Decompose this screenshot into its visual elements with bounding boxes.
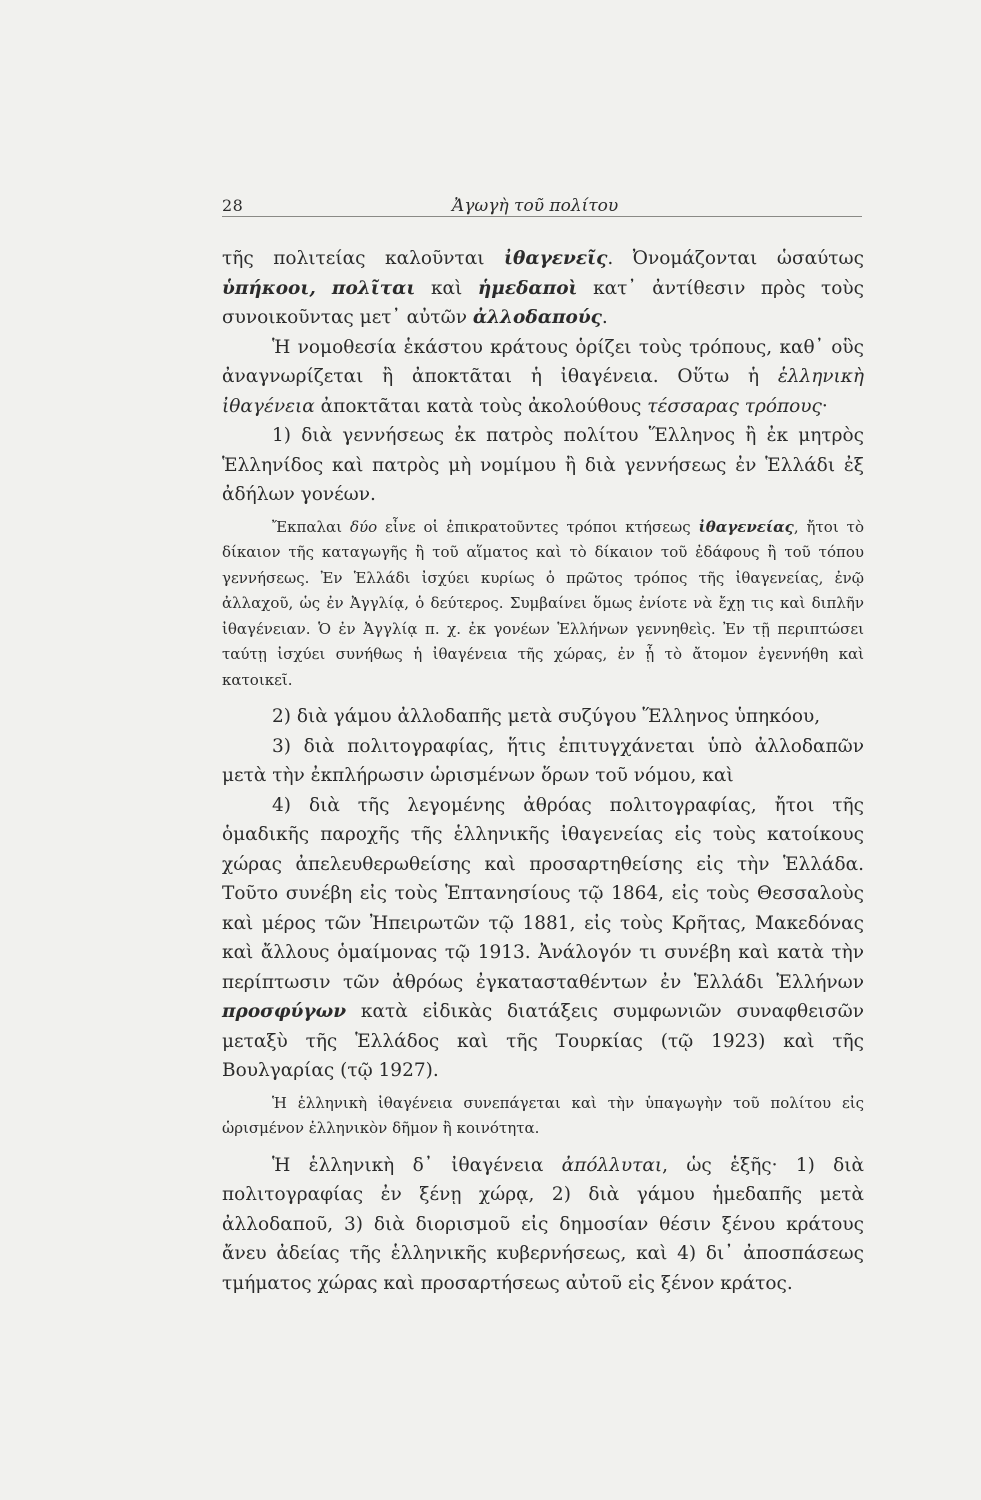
running-title: Ἀγωγὴ τοῦ πολίτου xyxy=(452,196,619,216)
text-run: . xyxy=(601,307,608,328)
term-ithageneias: ἰθαγενείας xyxy=(698,517,794,536)
term-allodapous: ἀλλοδαπούς xyxy=(472,307,602,328)
text-run: · xyxy=(821,395,828,417)
page-number: 28 xyxy=(222,196,244,215)
list-item-4-mass-naturalization xyxy=(222,791,864,1086)
text-run: , ἤτοι τὸ δίκαιον τῆς καταγωγῆς ἢ τοῦ αἵματος καὶ τὸ δίκαιον τοῦ ἐδάφους ἢ τοῦ τόπου γεννήσεως. Ἐν Ἑλλάδι ἰσχύει κυρίως ὁ πρῶτος τρόπος τῆς ἰθαγενείας, ἐνῷ ἀλλαχοῦ, ὡς ἐν Ἀγγλίᾳ, ὁ δεύτερος. Συμβαίνει ὅμως ἐνίοτε νὰ ἔχῃ τις καὶ διπλῆν ἰθαγένειαν. Ὁ ἐν Ἀγγλίᾳ π. χ. ἐκ γονέων Ἑλλήνων γεννηθεὶς. Ἐν τῇ περιπτώσει ταύτῃ ἰσχύει συνήθως ἡ ἰθαγένεια τῆς χώρας, ἐν ᾗ τὸ ἄτομον ἐγεννήθη καὶ κατοικεῖ. xyxy=(222,517,864,689)
paragraph-loss-of-citizenship xyxy=(222,1151,864,1299)
body-text xyxy=(222,244,864,1298)
text-run: Ἔκπαλαι xyxy=(272,517,350,536)
list-item-1-birth: 1) διὰ γεννήσεως ἐκ πατρὸς πολίτου Ἕλληνος ἢ ἐκ μητρὸς Ἑλληνίδος καὶ πατρὸς μὴ νομίμου ἢ διὰ γεννήσεως ἐν Ἑλλάδι ἐξ ἀδήλων γονέων. xyxy=(222,425,864,505)
list-item-2-marriage: 2) διὰ γάμου ἀλλοδαπῆς μετὰ συζύγου Ἕλληνος ὑπηκόου, xyxy=(272,706,821,727)
note-municipality: Ἡ ἑλληνικὴ ἰθαγένεια συνεπάγεται καὶ τὴν ὑπαγωγὴν τοῦ πολίτου εἰς ὡρισμένον ἑλληνικὸν δῆμον ἢ κοινότητα. xyxy=(222,1093,864,1137)
paragraph-citizens-terms xyxy=(222,244,864,333)
term-imedapoi: ἡμεδαποὶ xyxy=(477,277,578,299)
header-rule xyxy=(222,216,862,217)
text-run: κατ᾽ ἀντίθεσιν πρὸς τοὺς συνοικοῦντας μετ᾽ αὐτῶν xyxy=(222,277,865,328)
list-item-3-naturalization: 3) διὰ πολιτογραφίας, ἥτις ἐπιτυγχάνεται ὑπὸ ἀλλοδαπῶν μετὰ τὴν ἐκπλήρωσιν ὡρισμένων ὅρων τοῦ νόμου, καὶ xyxy=(222,735,864,786)
text-run: εἶνε οἱ ἐπικρατοῦντες τρόποι κτήσεως xyxy=(377,517,699,536)
term-apollytai: ἀπόλλυται xyxy=(561,1154,663,1176)
term-ypikooi-politai: ὑπήκοοι, πολῖται xyxy=(222,277,416,299)
text-run: . Ὀνομάζονται ὡσαύτως xyxy=(607,248,864,269)
term-four-ways: τέσσαρας τρόπους xyxy=(647,395,822,417)
note-birth-methods xyxy=(222,515,864,694)
paragraph-legislation xyxy=(222,333,864,422)
emphasis-two: δύο xyxy=(349,517,378,536)
text-run: καὶ xyxy=(415,277,478,299)
text-run: Ἡ νομοθεσία ἑκάστου κράτους ὁρίζει τοὺς τρόπους, καθ᾽ οὓς ἀναγνωρίζεται ἢ ἀποκτᾶται ἡ ἰθαγένεια. Οὕτω ἡ xyxy=(222,336,864,387)
text-run: , ὡς ἑξῆς· 1) διὰ πολιτογραφίας ἐν ξένῃ χώρᾳ, 2) διὰ γάμου ἡμεδαπῆς μετὰ ἀλλοδαποῦ, 3) διὰ διορισμοῦ εἰς δημοσίαν θέσιν ξένου κράτους ἄνευ ἀδείας τῆς ἑλληνικῆς κυβερνήσεως, καὶ 4) δι᾽ ἀποσπάσεως τμήματος χώρας καὶ προσαρτήσεως αὐτοῦ εἰς ξένον κράτος. xyxy=(222,1154,864,1294)
term-greek-citizenship: ἑλληνικὴ ἰθαγένεια xyxy=(222,366,864,417)
text-run: κατὰ εἰδικὰς διατάξεις συμφωνιῶν συναφθεισῶν μεταξὺ τῆς Ἑλλάδος καὶ τῆς Τουρκίας (τῷ 1923) καὶ τῆς Βουλγαρίας (τῷ 1927). xyxy=(222,1001,864,1081)
text-run: τῆς πολιτείας καλοῦνται xyxy=(222,248,505,269)
page-header xyxy=(222,196,862,218)
text-run: 4) διὰ τῆς λεγομένης ἀθρόας πολιτογραφίας, ἤτοι τῆς ὁμαδικῆς παροχῆς τῆς ἑλληνικῆς ἰθαγενείας εἰς τοὺς κατοίκους χώρας ἀπελευθερωθείσης καὶ προσαρτηθείσης εἰς τὴν Ἑλλάδα. Τοῦτο συνέβη εἰς τοὺς Ἑπτανησίους τῷ 1864, εἰς τοὺς Θεσσαλοὺς καὶ μέρος τῶν Ἠπειρωτῶν τῷ 1881, εἰς τοὺς Κρῆτας, Μακεδόνας καὶ ἄλλους ὁμαίμονας τῷ 1913. Ἀνάλογόν τι συνέβη καὶ κατὰ τὴν περίπτωσιν τῶν ἀθρόως ἐγκατασταθέντων ἐν Ἑλλάδι Ἑλλήνων xyxy=(222,794,864,993)
text-run: ἀποκτᾶται κατὰ τοὺς ἀκολούθους xyxy=(314,395,648,417)
text-run: Ἡ ἑλληνικὴ δ᾽ ἰθαγένεια xyxy=(272,1154,562,1176)
term-prosfygon: προσφύγων xyxy=(222,1001,347,1022)
term-ithageneis: ἰθαγενεῖς xyxy=(504,248,608,269)
